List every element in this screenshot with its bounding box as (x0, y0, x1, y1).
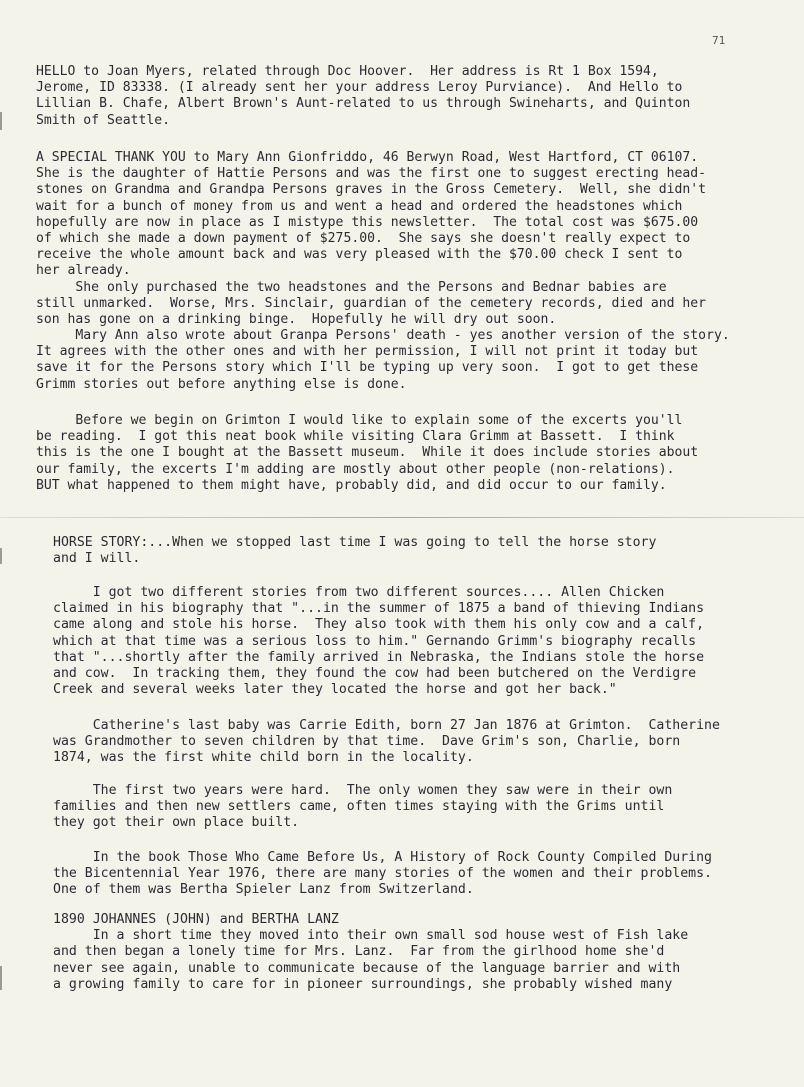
lanz-section (53, 912, 688, 993)
binding-mark (0, 112, 7, 130)
text-line: Mary Ann also wrote about Granpa Persons' death - yes another version of the story. (36, 328, 730, 344)
thank-you-paragraph (36, 150, 730, 393)
text-line: Lillian B. Chafe, Albert Brown's Aunt-related to us through Swineharts, and Quinton (36, 96, 691, 112)
text-line: son has gone on a drinking binge. Hopefully he will dry out soon. (36, 311, 557, 327)
text-line: In a short time they moved into their own small sod house west of Fish lake (53, 928, 689, 944)
text-line: and then began a lonely time for Mrs. Lanz. Far from the girlhood home she'd (53, 944, 665, 960)
text-line: Grimm stories out before anything else is done. (36, 376, 407, 392)
text-line: the Bicentennial Year 1976, there are many stories of the women and their problems. (53, 866, 712, 882)
text-line: of which she made a down payment of $275.00. She says she doesn't really expect to (36, 230, 691, 246)
text-line: a growing family to care for in pioneer surroundings, she probably wished many (53, 976, 673, 992)
text-line: HELLO to Joan Myers, related through Doc Hoover. Her address is Rt 1 Box 1594, (36, 64, 659, 79)
section-heading: 1890 JOHANNES (JOHN) and BERTHA LANZ (53, 912, 339, 927)
text-line: One of them was Bertha Spieler Lanz from Switzerland. (53, 882, 474, 898)
text-line: her already. (36, 263, 131, 279)
text-line: Jerome, ID 83338. (I already sent her your address Leroy Purviance). And Hello to (36, 80, 683, 96)
horse-story-heading (53, 535, 656, 567)
text-line: The first two years were hard. The only women they saw were in their own (53, 783, 673, 798)
text-line: they got their own place built. (53, 815, 300, 831)
page-divider (0, 517, 804, 518)
text-line: never see again, unable to communicate because of the language barrier and with (53, 960, 681, 976)
book-paragraph (53, 850, 712, 899)
text-line: this is the one I bought at the Bassett museum. While it does include stories about (36, 445, 699, 461)
grimton-intro-paragraph (36, 413, 698, 494)
text-line: BUT what happened to them might have, probably did, and did occur to our family. (36, 477, 667, 493)
text-line: Before we begin on Grimton I would like to explain some of the excerts you'll (36, 413, 683, 428)
text-line: stones on Grandma and Grandpa Persons graves in the Gross Cemetery. Well, she didn't (36, 182, 707, 198)
binding-mark (0, 548, 7, 564)
text-line: and I will. (53, 551, 141, 567)
text-line: came along and stole his horse. They also took with them his only cow and a calf, (53, 617, 705, 633)
text-line: A SPECIAL THANK YOU to Mary Ann Gionfriddo, 46 Berwyn Road, West Hartford, CT 06107. (36, 150, 699, 165)
text-line: was Grandmother to seven children by that time. Dave Grim's son, Charlie, born (53, 734, 681, 750)
catherine-paragraph (53, 718, 720, 767)
text-line: hopefully are now in place as I mistype this newsletter. The total cost was $675.00 (36, 214, 699, 230)
text-line: be reading. I got this neat book while visiting Clara Grimm at Bassett. I think (36, 429, 675, 445)
text-line: our family, the excerts I'm adding are mostly about other people (non-relations). (36, 461, 675, 477)
horse-story-paragraph (53, 585, 704, 698)
first-years-paragraph (53, 783, 672, 832)
text-line: that "...shortly after the family arrived in Nebraska, the Indians stole the horse (53, 649, 705, 665)
hello-paragraph (36, 64, 690, 129)
text-line: I got two different stories from two different sources.... Allen Chicken (53, 585, 665, 600)
text-line: wait for a bunch of money from us and went a head and ordered the headstones which (36, 198, 683, 214)
text-line: Smith of Seattle. (36, 112, 171, 128)
page-number: 71 (712, 34, 726, 47)
text-line: and cow. In tracking them, they found the cow had been butchered on the Verdigre (53, 665, 697, 681)
text-line: HORSE STORY:...When we stopped last time I was going to tell the horse story (53, 535, 657, 550)
text-line: 1874, was the first white child born in the locality. (53, 750, 474, 766)
text-line: In the book Those Who Came Before Us, A History of Rock County Compiled During (53, 850, 712, 865)
text-line: still unmarked. Worse, Mrs. Sinclair, guardian of the cemetery records, died and her (36, 295, 707, 311)
text-line: Creek and several weeks later they located the horse and got her back." (53, 682, 617, 698)
text-line: which at that time was a serious loss to him." Gernando Grimm's biography recalls (53, 633, 697, 649)
text-line: It agrees with the other ones and with her permission, I will not print it today but (36, 344, 699, 360)
binding-mark (0, 966, 7, 990)
text-line: She only purchased the two headstones and the Persons and Bednar babies are (36, 279, 667, 295)
text-line: save it for the Persons story which I'll be typing up very soon. I got to get these (36, 360, 699, 376)
text-line: Catherine's last baby was Carrie Edith, born 27 Jan 1876 at Grimton. Catherine (53, 718, 720, 733)
text-line: receive the whole amount back and was very pleased with the $70.00 check I sent to (36, 247, 683, 263)
text-line: She is the daughter of Hattie Persons and was the first one to suggest erecting head- (36, 166, 707, 182)
text-line: families and then new settlers came, often times staying with the Grims until (53, 799, 665, 815)
text-line: claimed in his biography that "...in the summer of 1875 a band of thieving Indians (53, 601, 705, 617)
